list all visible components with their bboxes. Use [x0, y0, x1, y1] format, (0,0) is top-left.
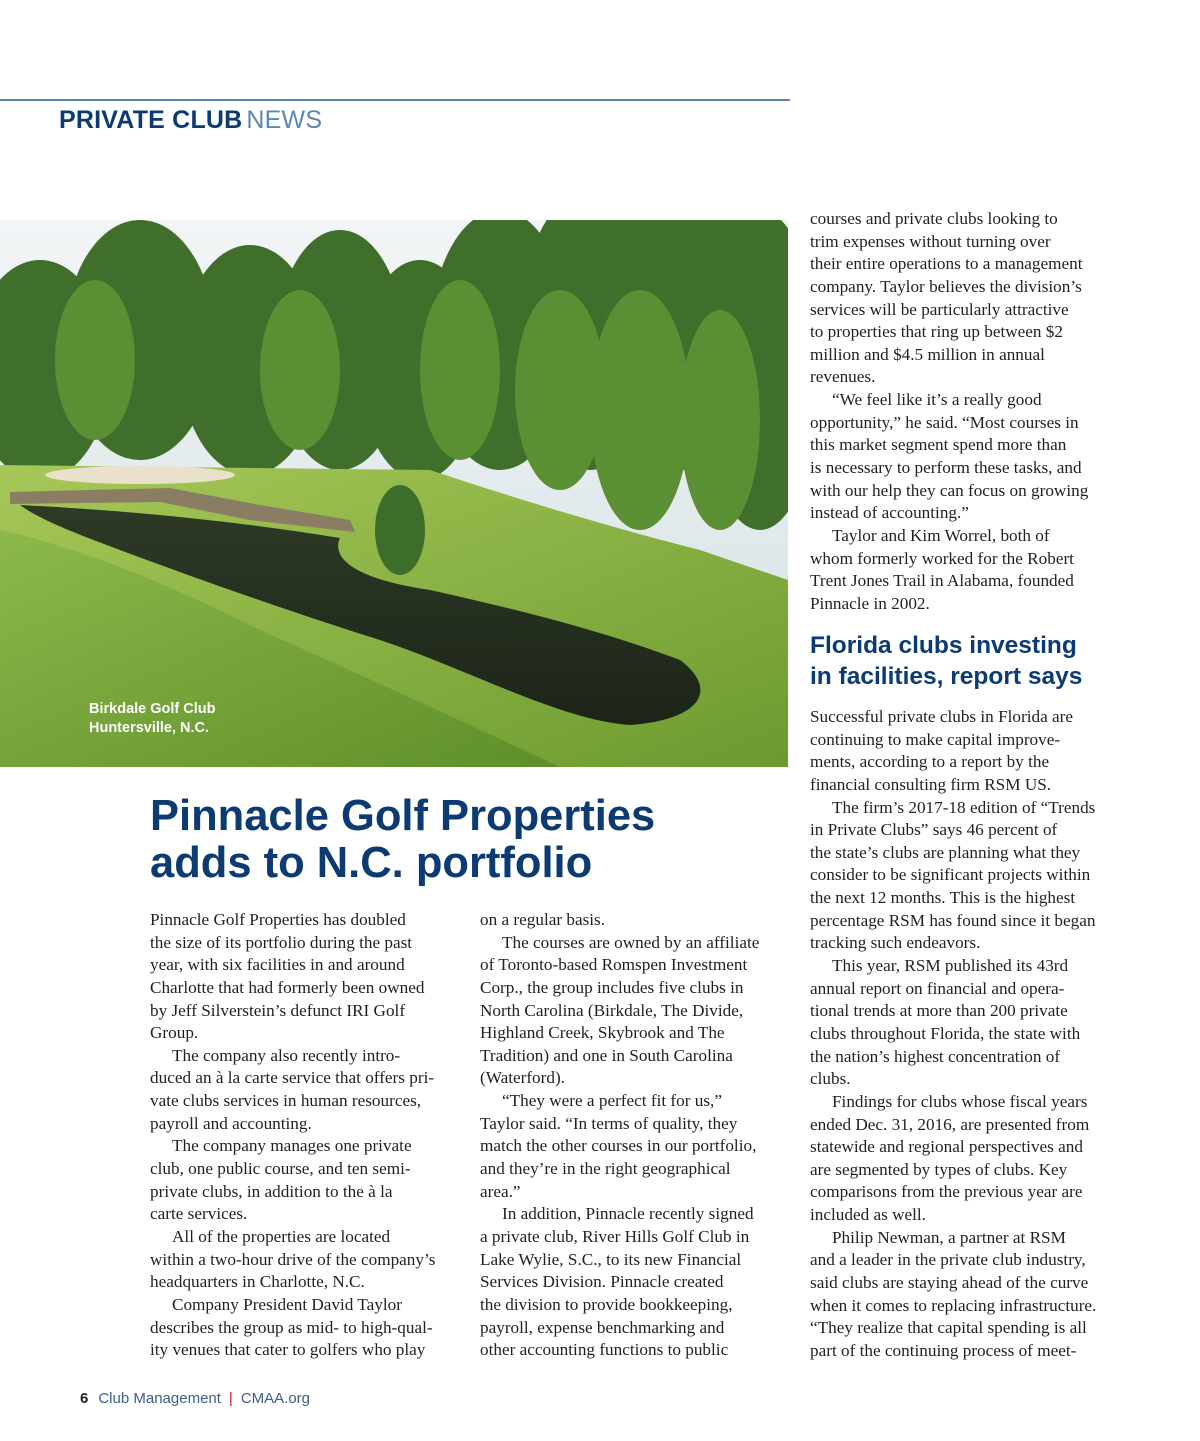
caption-location: Huntersville, N.C.: [89, 719, 210, 736]
text-line: area.”: [480, 1181, 521, 1201]
column-1: [150, 909, 465, 1362]
text-line: clubs.: [810, 1069, 851, 1089]
text-line: In addition, Pinnacle recently signed: [502, 1204, 754, 1224]
text-line: Charlotte that had formerly been owned: [150, 977, 425, 997]
text-line: the division to provide bookkeeping,: [480, 1294, 733, 1314]
paragraph: [810, 955, 1120, 1091]
text-line: with our help they can focus on growing: [810, 480, 1089, 500]
caption-club: Birkdale Golf Club: [89, 701, 216, 717]
paragraph: [480, 932, 795, 1090]
photo-caption: [89, 700, 216, 737]
text-line: in Private Clubs” says 46 percent of: [810, 820, 1058, 840]
text-line: clubs throughout Florida, the state with: [810, 1023, 1081, 1043]
text-line: the nation’s highest concentration of: [810, 1046, 1061, 1066]
text-line: The courses are owned by an affiliate: [502, 932, 760, 952]
text-line: “They were a perfect fit for us,”: [502, 1091, 722, 1111]
paragraph: [150, 1135, 465, 1226]
page-footer: [80, 1390, 310, 1407]
text-line: this market segment spend more than: [810, 435, 1067, 455]
paragraph: [810, 389, 1120, 525]
header-rule: [0, 99, 790, 101]
text-line: North Carolina (Birkdale, The Divide,: [480, 1000, 744, 1020]
text-line: when it comes to replacing infrastructure.: [810, 1295, 1097, 1315]
text-line: “They realize that capital spending is all: [810, 1318, 1087, 1338]
paragraph: [480, 1203, 795, 1361]
text-line: continuing to make capital improve-: [810, 729, 1061, 749]
text-line: to properties that ring up between $2: [810, 322, 1063, 342]
text-line: the next 12 months. This is the highest: [810, 888, 1076, 908]
text-line: and they’re in the right geographical: [480, 1159, 731, 1179]
golf-course-illustration: [0, 220, 788, 767]
section-header-bold: PRIVATE CLUB: [59, 106, 243, 134]
text-line: opportunity,” he said. “Most courses in: [810, 412, 1079, 432]
paragraph: [150, 1294, 465, 1362]
text-line: club, one public course, and ten semi-: [150, 1159, 411, 1179]
text-line: Taylor said. “In terms of quality, they: [480, 1113, 738, 1133]
text-line: private clubs, in addition to the à la: [150, 1181, 393, 1201]
text-line: million and $4.5 million in annual: [810, 344, 1045, 364]
publication-name: Club Management: [98, 1390, 221, 1407]
text-line: annual report on financial and opera-: [810, 978, 1065, 998]
text-line: are segmented by types of clubs. Key: [810, 1159, 1068, 1179]
text-line: included as well.: [810, 1205, 926, 1225]
text-line: part of the continuing process of meet-: [810, 1340, 1077, 1360]
text-line: company. Taylor believes the division’s: [810, 276, 1082, 296]
text-line: payroll and accounting.: [150, 1113, 312, 1133]
text-line: is necessary to perform these tasks, and: [810, 458, 1082, 478]
text-line: by Jeff Silverstein’s defunct IRI Golf: [150, 1000, 406, 1020]
paragraph: [150, 909, 465, 1045]
headline-line: Pinnacle Golf Properties: [150, 792, 656, 840]
column-2: [480, 909, 795, 1362]
sand-bunker: [45, 466, 235, 484]
section-header-light: NEWS: [246, 106, 323, 134]
site-link[interactable]: CMAA.org: [240, 1390, 311, 1407]
text-line: the state’s clubs are planning what they: [810, 842, 1081, 862]
paragraph: [150, 1226, 465, 1294]
text-line: percentage RSM has found since it began: [810, 910, 1096, 930]
text-line: their entire operations to a management: [810, 254, 1083, 274]
text-line: (Waterford).: [480, 1068, 565, 1088]
text-line: Pinnacle in 2002.: [810, 593, 930, 613]
text-line: Company President David Taylor: [172, 1294, 402, 1314]
headline-line: adds to N.C. portfolio: [150, 838, 593, 887]
text-line: Taylor and Kim Worrel, both of: [832, 525, 1050, 545]
text-line: The company also recently intro-: [172, 1045, 401, 1065]
subhead-line: in facilities, report says: [810, 662, 1083, 690]
column-3-bottom: [810, 706, 1120, 1363]
text-line: ended Dec. 31, 2016, are presented from: [810, 1114, 1090, 1134]
text-line: financial consulting firm RSM US.: [810, 774, 1052, 794]
paragraph: [150, 1045, 465, 1136]
text-line: Services Division. Pinnacle created: [480, 1272, 724, 1292]
text-line: and a leader in the private club industry,: [810, 1250, 1086, 1270]
text-line: on a regular basis.: [480, 910, 606, 929]
column-3-top: [810, 208, 1120, 616]
text-line: whom formerly worked for the Robert: [810, 548, 1074, 568]
text-line: year, with six facilities in and around: [150, 955, 405, 975]
paragraph: [810, 525, 1120, 616]
text-line: consider to be significant projects within: [810, 865, 1091, 885]
text-line: ments, according to a report by the: [810, 752, 1050, 772]
paragraph: [480, 1090, 795, 1203]
section-header: [59, 106, 322, 135]
text-line: courses and private clubs looking to: [810, 209, 1058, 228]
text-line: Pinnacle Golf Properties has doubled: [150, 910, 406, 929]
florida-subhead: [810, 631, 1140, 692]
text-line: trim expenses without turning over: [810, 231, 1051, 251]
text-line: instead of accounting.”: [810, 503, 969, 523]
text-line: The company manages one private: [172, 1136, 412, 1156]
text-line: All of the properties are located: [172, 1226, 391, 1246]
pond-tree: [375, 485, 425, 575]
text-line: duced an à la carte service that offers pri-: [150, 1068, 435, 1088]
text-line: Tradition) and one in South Carolina: [480, 1045, 733, 1065]
text-line: ity venues that cater to golfers who play: [150, 1340, 426, 1360]
text-line: Highland Creek, Skybrook and The: [480, 1023, 725, 1043]
text-line: This year, RSM published its 43rd: [832, 956, 1069, 976]
text-line: Lake Wylie, S.C., to its new Financial: [480, 1249, 742, 1269]
paragraph: [810, 706, 1120, 797]
text-line: within a two-hour drive of the company’s: [150, 1249, 436, 1269]
text-line: services will be particularly attractive: [810, 299, 1069, 319]
paragraph: [810, 1091, 1120, 1227]
paragraph: [480, 909, 795, 932]
text-line: said clubs are staying ahead of the curve: [810, 1273, 1089, 1293]
text-line: Corp., the group includes five clubs in: [480, 977, 744, 997]
text-line: Philip Newman, a partner at RSM: [832, 1227, 1066, 1247]
text-line: comparisons from the previous year are: [810, 1182, 1083, 1202]
paragraph: [810, 208, 1120, 389]
text-line: Group.: [150, 1023, 199, 1043]
text-line: revenues.: [810, 367, 876, 387]
text-line: of Toronto-based Romspen Investment: [480, 955, 748, 975]
text-line: headquarters in Charlotte, N.C.: [150, 1272, 365, 1292]
text-line: The firm’s 2017-18 edition of “Trends: [832, 797, 1096, 817]
paragraph: [810, 1227, 1120, 1363]
paragraph: [810, 797, 1120, 955]
subhead-line: Florida clubs investing: [810, 632, 1077, 659]
text-line: match the other courses in our portfolio,: [480, 1136, 757, 1156]
text-line: carte services.: [150, 1204, 248, 1224]
golf-course-photo: [0, 220, 788, 767]
page-number: 6: [80, 1390, 89, 1407]
article-headline: [150, 793, 790, 886]
text-line: “We feel like it’s a really good: [832, 390, 1042, 410]
text-line: Successful private clubs in Florida are: [810, 707, 1073, 726]
text-line: tional trends at more than 200 private: [810, 1001, 1068, 1021]
text-line: Trent Jones Trail in Alabama, founded: [810, 571, 1074, 591]
text-line: a private club, River Hills Golf Club in: [480, 1226, 750, 1246]
text-line: Findings for clubs whose fiscal years: [832, 1091, 1088, 1111]
text-line: describes the group as mid- to high-qual-: [150, 1317, 433, 1337]
text-line: payroll, expense benchmarking and: [480, 1317, 725, 1337]
text-line: vate clubs services in human resources,: [150, 1091, 422, 1111]
footer-separator: |: [228, 1390, 233, 1407]
text-line: other accounting functions to public: [480, 1340, 729, 1360]
text-line: tracking such endeavors.: [810, 933, 981, 953]
text-line: the size of its portfolio during the past: [150, 932, 413, 952]
text-line: statewide and regional perspectives and: [810, 1137, 1083, 1157]
